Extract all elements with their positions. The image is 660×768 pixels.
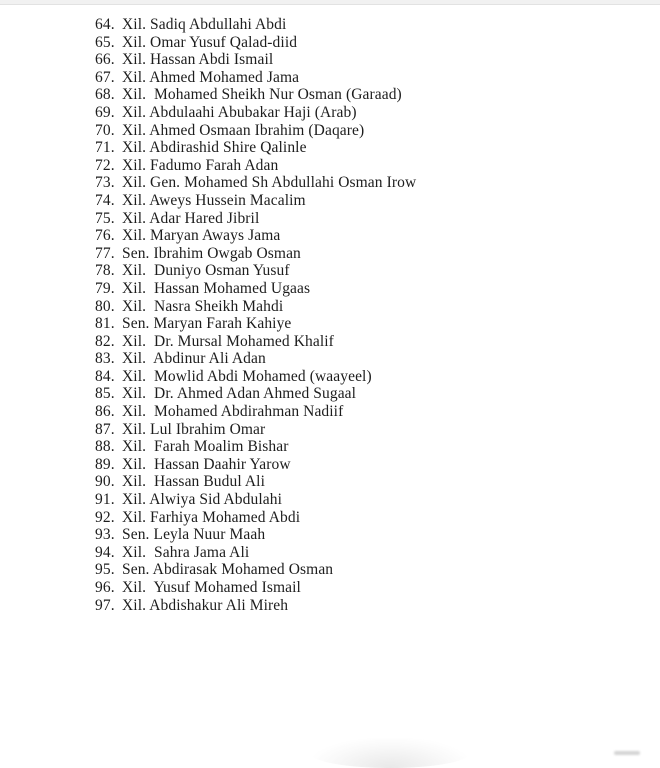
list-item-text: Xil. Ahmed Mohamed Jama (122, 68, 300, 86)
list-item (95, 122, 416, 140)
list-item (95, 544, 416, 562)
list-item (95, 333, 416, 351)
list-item-number: 70. (95, 121, 115, 139)
list-item (95, 69, 416, 87)
list-item (95, 174, 416, 192)
list-item (95, 34, 416, 52)
list-item (95, 350, 416, 368)
list-item (95, 473, 416, 491)
member-name-list (95, 16, 416, 614)
list-item-number: 89. (95, 455, 115, 473)
list-item (95, 16, 416, 34)
list-item-text: Sen. Leyla Nuur Maah (122, 526, 266, 544)
list-item-number: 97. (95, 596, 115, 614)
list-item-number: 72. (95, 156, 115, 174)
list-item (95, 227, 416, 245)
list-item-text: Xil. Hassan Budul Ali (122, 473, 265, 491)
list-item-text: Xil. Mohamed Abdirahman Nadiif (122, 403, 344, 421)
list-item-text: Xil. Mohamed Sheikh Nur Osman (Garaad) (122, 86, 402, 104)
page-curl-smudge (310, 738, 470, 768)
list-item-text: Sen. Abdirasak Mohamed Osman (122, 561, 334, 579)
list-item-text: Sen. Ibrahim Owgab Osman (122, 244, 301, 262)
list-item-text: Xil. Hassan Abdi Ismail (122, 51, 274, 69)
list-item (95, 51, 416, 69)
list-item-text: Xil. Sadiq Abdullahi Abdi (122, 16, 287, 33)
corner-smudge (614, 751, 640, 755)
list-item-number: 81. (95, 315, 115, 333)
list-item (95, 262, 416, 280)
list-item-text: Xil. Dr. Mursal Mohamed Khalif (122, 332, 334, 350)
list-item (95, 526, 416, 544)
list-item (95, 456, 416, 474)
list-item-text: Xil. Hassan Daahir Yarow (122, 455, 291, 473)
list-item (95, 104, 416, 122)
list-item-text: Xil. Mowlid Abdi Mohamed (waayeel) (122, 367, 372, 385)
list-item (95, 421, 416, 439)
list-item-text: Xil. Farah Moalim Bishar (122, 438, 289, 456)
list-item-number: 68. (95, 86, 115, 104)
list-item-number: 83. (95, 350, 115, 368)
list-item-text: Xil. Sahra Jama Ali (122, 543, 250, 561)
list-item-text: Xil. Fadumo Farah Adan (122, 156, 279, 174)
list-item-text: Xil. Duniyo Osman Yusuf (122, 262, 290, 280)
list-item-number: 82. (95, 332, 115, 350)
list-item-number: 69. (95, 103, 115, 121)
list-item-number: 94. (95, 543, 115, 561)
list-item-number: 92. (95, 508, 115, 526)
list-item-text: Xil. Farhiya Mohamed Abdi (122, 508, 301, 526)
list-item (95, 561, 416, 579)
list-item-number: 74. (95, 191, 115, 209)
list-item-number: 88. (95, 438, 115, 456)
list-item-text: Xil. Adar Hared Jibril (122, 209, 260, 227)
list-item (95, 491, 416, 509)
list-item-text: Xil. Lul Ibrahim Omar (122, 420, 266, 438)
list-item-number: 90. (95, 473, 115, 491)
list-item-text: Xil. Alwiya Sid Abdulahi (122, 491, 282, 509)
list-item (95, 315, 416, 333)
list-item-text: Xil. Abdulaahi Abubakar Haji (Arab) (122, 103, 357, 121)
list-item-text: Xil. Dr. Ahmed Adan Ahmed Sugaal (122, 385, 357, 403)
list-item (95, 280, 416, 298)
list-item-number: 75. (95, 209, 115, 227)
list-item (95, 139, 416, 157)
list-item-text: Xil. Abdirashid Shire Qalinle (122, 139, 307, 157)
list-item-number: 93. (95, 526, 115, 544)
list-item-number: 79. (95, 279, 115, 297)
list-item-number: 85. (95, 385, 115, 403)
list-item-text: Xil. Nasra Sheikh Mahdi (122, 297, 284, 315)
list-item-text: Xil. Hassan Mohamed Ugaas (122, 279, 311, 297)
list-item (95, 579, 416, 597)
list-item-text: Xil. Ahmed Osmaan Ibrahim (Daqare) (122, 121, 365, 139)
list-item-number: 86. (95, 403, 115, 421)
list-item-number: 87. (95, 420, 115, 438)
list-item-text: Xil. Omar Yusuf Qalad-diid (122, 33, 298, 51)
list-item (95, 86, 416, 104)
list-item (95, 403, 416, 421)
list-item-number: 73. (95, 174, 115, 192)
list-item (95, 210, 416, 228)
list-item (95, 157, 416, 175)
list-item (95, 385, 416, 403)
list-item-text: Xil. Gen. Mohamed Sh Abdullahi Osman Irow (122, 174, 417, 192)
list-item-number: 76. (95, 227, 115, 245)
list-item-text: Xil. Maryan Aways Jama (122, 227, 281, 245)
list-item-number: 64. (95, 16, 115, 33)
list-item-number: 80. (95, 297, 115, 315)
list-item (95, 245, 416, 263)
list-item-number: 78. (95, 262, 115, 280)
list-item-text: Xil. Yusuf Mohamed Ismail (122, 579, 301, 596)
list-item-number: 65. (95, 33, 115, 51)
page-top-edge (0, 0, 660, 5)
list-item-number: 66. (95, 51, 115, 69)
list-item (95, 298, 416, 316)
list-item-number: 71. (95, 139, 115, 157)
list-item-number: 95. (95, 561, 115, 579)
list-item-number: 77. (95, 244, 115, 262)
list-item-text: Sen. Maryan Farah Kahiye (122, 315, 292, 333)
list-item-number: 67. (95, 68, 115, 86)
list-item (95, 192, 416, 210)
list-item-number: 84. (95, 367, 115, 385)
list-item-number: 91. (95, 491, 115, 509)
list-item (95, 509, 416, 527)
list-item (95, 438, 416, 456)
list-item-text: Xil. Abdishakur Ali Mireh (122, 596, 289, 614)
list-item (95, 368, 416, 386)
list-item-number: 96. (95, 579, 115, 596)
list-item-text: Xil. Aweys Hussein Macalim (122, 191, 306, 209)
list-item-text: Xil. Abdinur Ali Adan (122, 350, 266, 368)
list-item (95, 597, 416, 615)
